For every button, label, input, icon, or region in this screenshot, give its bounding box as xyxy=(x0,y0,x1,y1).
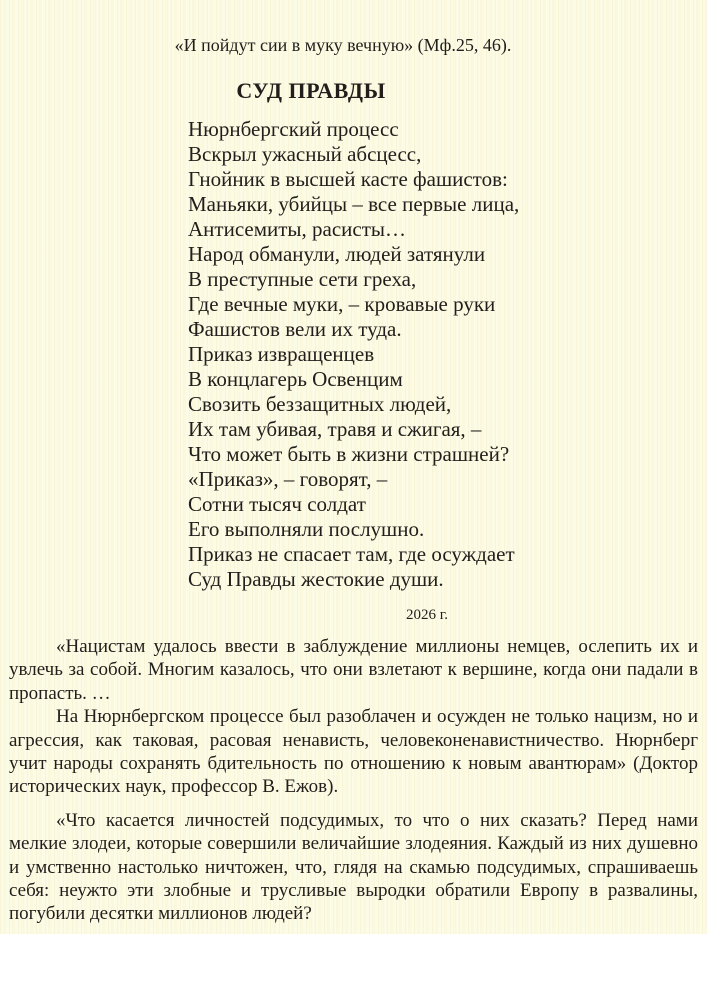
quote-paragraph-2: На Нюрнбергском процессе был разоблачен и осужден не только нацизм, но и агрессия, как таковая, расовая ненависть, человеконенавистничество. Нюрнберг учит народы сохранять бдительность по отношению к новым авантюрам» (Доктор исторических наук, профессор В. Ежов). xyxy=(9,706,698,798)
poem-line: Суд Правды жестокие души. xyxy=(188,567,444,591)
poem-line: Их там убивая, травя и сжигая, – xyxy=(188,417,482,441)
poem-line: Его выполняли послушно. xyxy=(188,517,425,541)
poem-title: СУД ПРАВДЫ xyxy=(236,78,386,103)
poem-line: Приказ не спасает там, где осуждает xyxy=(188,542,515,566)
poem-line: В концлагерь Освенцим xyxy=(188,367,403,391)
quote-paragraph-1: «Нацистам удалось ввести в заблуждение миллионы немцев, ослепить их и увлечь за собой. Многим казалось, что они взлетают к вершине, когда они падали в пропасть. … xyxy=(9,636,698,704)
poem xyxy=(188,117,707,592)
quote-paragraph-3: «Что касается личностей подсудимых, то что о них сказать? Перед нами мелкие злодеи, которые совершили величайшие злодеяния. Каждый из них душевно и умственно настолько ничтожен, что, глядя на скамью подсудимых, спрашиваешь себя: неужто эти злобные и трусливые выродки обратили Европу в развалины, погубили десятки миллионов людей? xyxy=(9,809,698,925)
quotes-section xyxy=(9,635,698,926)
poem-line: Маньяки, убийцы – все первые лица, xyxy=(188,192,520,216)
poem-line: Антисемиты, расисты… xyxy=(188,217,407,241)
poem-line: Что может быть в жизни страшней? xyxy=(188,442,510,466)
page-bottom-whitespace xyxy=(0,934,707,1000)
poem-line: Приказ извращенцев xyxy=(188,342,375,366)
poem-line: Вскрыл ужасный абсцесс, xyxy=(188,142,422,166)
poem-line: Свозить беззащитных людей, xyxy=(188,392,452,416)
poem-line: Гнойник в высшей касте фашистов: xyxy=(188,167,508,191)
poem-line: Народ обманули, людей затянули xyxy=(188,242,486,266)
poem-line: Нюрнбергский процесс xyxy=(188,117,399,141)
epigraph: «И пойдут сии в муку вечную» (Мф.25, 46). xyxy=(174,35,512,55)
poem-line: «Приказ», – говорят, – xyxy=(188,467,388,491)
poem-date: 2026 г. xyxy=(406,607,448,623)
poem-line: Фашистов вели их туда. xyxy=(188,317,402,341)
poem-line: В преступные сети греха, xyxy=(188,267,417,291)
poem-line: Сотни тысяч солдат xyxy=(188,492,366,516)
poem-line: Где вечные муки, – кровавые руки xyxy=(188,292,496,316)
